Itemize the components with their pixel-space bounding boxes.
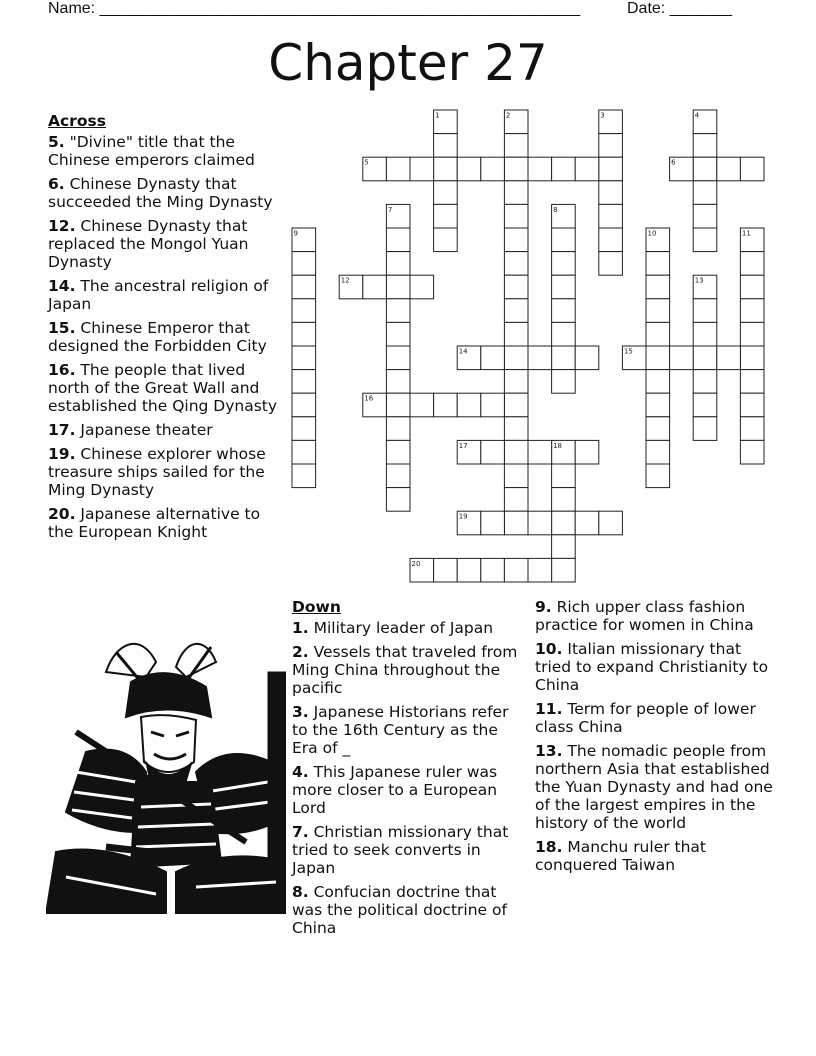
grid-number: 17 bbox=[458, 441, 468, 450]
grid-cell[interactable] bbox=[434, 393, 458, 417]
grid-cell[interactable] bbox=[599, 204, 623, 228]
grid-cell[interactable] bbox=[552, 322, 576, 346]
grid-number: 2 bbox=[505, 111, 511, 120]
down-clue bbox=[535, 838, 775, 874]
down-clues-continued bbox=[535, 598, 775, 880]
grid-cell[interactable] bbox=[292, 393, 316, 417]
grid-cell[interactable] bbox=[410, 157, 434, 181]
grid-cell[interactable] bbox=[504, 417, 528, 441]
clue-text: The ancestral religion of Japan bbox=[48, 277, 269, 313]
clue-text: Confucian doctrine that was the political doctrine of China bbox=[292, 883, 507, 937]
grid-cell[interactable] bbox=[504, 370, 528, 394]
grid-cell[interactable] bbox=[740, 157, 764, 181]
clue-number: 19. bbox=[48, 445, 76, 463]
across-clue bbox=[48, 421, 284, 439]
grid-cell[interactable] bbox=[552, 228, 576, 252]
down-clue bbox=[292, 823, 524, 877]
clue-number: 13. bbox=[535, 742, 563, 760]
grid-cell[interactable] bbox=[504, 252, 528, 276]
grid-cell[interactable] bbox=[481, 393, 505, 417]
grid-cell[interactable] bbox=[504, 346, 528, 370]
grid-cell[interactable] bbox=[670, 346, 694, 370]
grid-cell[interactable] bbox=[552, 464, 576, 488]
grid-cell[interactable] bbox=[292, 252, 316, 276]
grid-cell[interactable] bbox=[386, 440, 410, 464]
date-line[interactable]: Date: _______ bbox=[627, 0, 732, 17]
grid-cell[interactable] bbox=[740, 370, 764, 394]
grid-cell[interactable] bbox=[693, 204, 717, 228]
grid-cell[interactable] bbox=[386, 417, 410, 441]
grid-cell[interactable] bbox=[599, 228, 623, 252]
grid-cell[interactable] bbox=[481, 558, 505, 582]
clue-text: Term for people of lower class China bbox=[535, 700, 756, 736]
grid-cell[interactable] bbox=[410, 393, 434, 417]
grid-number: 16 bbox=[364, 394, 374, 403]
grid-cell[interactable] bbox=[646, 440, 670, 464]
grid-cell[interactable] bbox=[693, 228, 717, 252]
clue-text: Manchu ruler that conquered Taiwan bbox=[535, 838, 707, 874]
grid-cell[interactable] bbox=[552, 370, 576, 394]
grid-number: 6 bbox=[671, 158, 676, 167]
down-clue bbox=[292, 619, 524, 637]
grid-cell[interactable] bbox=[575, 157, 599, 181]
clue-text: Chinese Dynasty that replaced the Mongol Yuan Dynasty bbox=[48, 217, 249, 271]
grid-cell[interactable] bbox=[528, 558, 552, 582]
across-clue bbox=[48, 133, 284, 169]
grid-cell[interactable] bbox=[386, 464, 410, 488]
grid-cell[interactable] bbox=[552, 488, 576, 512]
across-clue bbox=[48, 277, 284, 313]
page-title: Chapter 27 bbox=[268, 34, 548, 92]
grid-cell[interactable] bbox=[693, 370, 717, 394]
samurai-illustration-icon bbox=[46, 632, 286, 914]
grid-cell[interactable] bbox=[693, 346, 717, 370]
grid-cell[interactable] bbox=[575, 511, 599, 535]
down-clue bbox=[292, 703, 524, 757]
grid-number: 15 bbox=[623, 347, 633, 356]
grid-cell[interactable] bbox=[504, 464, 528, 488]
grid-cell[interactable] bbox=[740, 275, 764, 299]
grid-cell[interactable] bbox=[717, 157, 741, 181]
grid-cell[interactable] bbox=[740, 440, 764, 464]
grid-cell[interactable] bbox=[504, 393, 528, 417]
grid-cell[interactable] bbox=[457, 558, 481, 582]
grid-cell[interactable] bbox=[740, 322, 764, 346]
down-clue bbox=[535, 598, 775, 634]
grid-cell[interactable] bbox=[292, 275, 316, 299]
grid-number: 9 bbox=[293, 229, 298, 238]
down-clue bbox=[292, 763, 524, 817]
grid-cell[interactable] bbox=[693, 322, 717, 346]
grid-cell[interactable] bbox=[292, 417, 316, 441]
clue-text: Japanese Historians refer to the 16th Century as the Era of _ bbox=[292, 703, 509, 757]
grid-number: 12 bbox=[340, 276, 350, 285]
clue-text: Chinese Dynasty that succeeded the Ming Dynasty bbox=[48, 175, 273, 211]
grid-cell[interactable] bbox=[599, 252, 623, 276]
grid-cell[interactable] bbox=[504, 322, 528, 346]
clue-text: The people that lived north of the Great Wall and established the Qing Dynasty bbox=[48, 361, 278, 415]
grid-cell[interactable] bbox=[552, 346, 576, 370]
grid-cell[interactable] bbox=[740, 252, 764, 276]
grid-cell[interactable] bbox=[434, 204, 458, 228]
grid-cell[interactable] bbox=[386, 299, 410, 323]
grid-cell[interactable] bbox=[528, 157, 552, 181]
grid-cell[interactable] bbox=[646, 299, 670, 323]
grid-cell[interactable] bbox=[599, 157, 623, 181]
grid-cell[interactable] bbox=[386, 252, 410, 276]
grid-cell[interactable] bbox=[504, 440, 528, 464]
grid-cell[interactable] bbox=[599, 511, 623, 535]
grid-cell[interactable] bbox=[386, 488, 410, 512]
grid-cell[interactable] bbox=[410, 275, 434, 299]
clue-number: 2. bbox=[292, 643, 309, 661]
across-clue bbox=[48, 361, 284, 415]
grid-cell[interactable] bbox=[434, 134, 458, 158]
grid-cell[interactable] bbox=[292, 299, 316, 323]
grid-cell[interactable] bbox=[292, 322, 316, 346]
clue-number: 17. bbox=[48, 421, 76, 439]
grid-cell[interactable] bbox=[528, 511, 552, 535]
grid-cell[interactable] bbox=[599, 181, 623, 205]
grid-cell[interactable] bbox=[693, 417, 717, 441]
grid-cell[interactable] bbox=[740, 299, 764, 323]
grid-number: 20 bbox=[411, 559, 421, 568]
grid-cell[interactable] bbox=[504, 157, 528, 181]
clue-text: "Divine" title that the Chinese emperors claimed bbox=[48, 133, 255, 169]
clue-number: 18. bbox=[535, 838, 563, 856]
grid-cell[interactable] bbox=[504, 511, 528, 535]
grid-cell[interactable] bbox=[740, 393, 764, 417]
grid-cell[interactable] bbox=[386, 228, 410, 252]
grid-cell[interactable] bbox=[646, 393, 670, 417]
clue-number: 6. bbox=[48, 175, 65, 193]
grid-cell[interactable] bbox=[434, 157, 458, 181]
grid-cell[interactable] bbox=[552, 275, 576, 299]
clue-text: Japanese theater bbox=[75, 421, 213, 439]
grid-cell[interactable] bbox=[693, 181, 717, 205]
grid-cell[interactable] bbox=[740, 346, 764, 370]
grid-cell[interactable] bbox=[504, 228, 528, 252]
grid-cell[interactable] bbox=[646, 275, 670, 299]
grid-number: 11 bbox=[741, 229, 751, 238]
grid-cell[interactable] bbox=[646, 417, 670, 441]
grid-cell[interactable] bbox=[552, 558, 576, 582]
across-heading: Across bbox=[48, 112, 106, 130]
across-clue bbox=[48, 217, 284, 271]
clue-number: 10. bbox=[535, 640, 563, 658]
grid-cell[interactable] bbox=[363, 275, 387, 299]
grid-cell[interactable] bbox=[386, 370, 410, 394]
grid-cell[interactable] bbox=[504, 181, 528, 205]
clue-text: Chinese explorer whose treasure ships sailed for the Ming Dynasty bbox=[48, 445, 266, 499]
grid-number: 5 bbox=[364, 158, 369, 167]
grid-cell[interactable] bbox=[693, 299, 717, 323]
grid-cell[interactable] bbox=[552, 535, 576, 559]
clue-number: 11. bbox=[535, 700, 563, 718]
grid-cell[interactable] bbox=[504, 488, 528, 512]
grid-number: 14 bbox=[458, 347, 468, 356]
grid-cell[interactable] bbox=[504, 134, 528, 158]
clue-text: The nomadic people from northern Asia that established the Yuan Dynasty and had one of the largest empires in the history of the world bbox=[535, 742, 773, 832]
down-clue bbox=[535, 700, 775, 736]
grid-cell[interactable] bbox=[292, 464, 316, 488]
grid-cell[interactable] bbox=[434, 558, 458, 582]
grid-cell[interactable] bbox=[717, 346, 741, 370]
grid-cell[interactable] bbox=[552, 157, 576, 181]
grid-cell[interactable] bbox=[292, 440, 316, 464]
clue-number: 14. bbox=[48, 277, 76, 295]
clue-number: 12. bbox=[48, 217, 76, 235]
grid-number: 8 bbox=[553, 205, 558, 214]
clue-text: Vessels that traveled from Ming China throughout the pacific bbox=[292, 643, 518, 697]
across-clue bbox=[48, 175, 284, 211]
grid-number: 18 bbox=[553, 441, 563, 450]
grid-cell[interactable] bbox=[457, 157, 481, 181]
grid-cell[interactable] bbox=[504, 275, 528, 299]
grid-cell[interactable] bbox=[599, 134, 623, 158]
grid-cell[interactable] bbox=[292, 346, 316, 370]
across-clue bbox=[48, 319, 284, 355]
clue-text: Italian missionary that tried to expand Christianity to China bbox=[535, 640, 769, 694]
clue-number: 4. bbox=[292, 763, 309, 781]
grid-cell[interactable] bbox=[693, 134, 717, 158]
clue-text: This Japanese ruler was more closer to a European Lord bbox=[292, 763, 498, 817]
across-clues bbox=[48, 112, 284, 547]
grid-cell[interactable] bbox=[292, 370, 316, 394]
grid-cell[interactable] bbox=[386, 393, 410, 417]
grid-cell[interactable] bbox=[552, 252, 576, 276]
grid-cell[interactable] bbox=[481, 511, 505, 535]
clue-number: 8. bbox=[292, 883, 309, 901]
down-clue bbox=[292, 883, 524, 937]
grid-cell[interactable] bbox=[646, 370, 670, 394]
down-clue bbox=[535, 742, 775, 832]
grid-cell[interactable] bbox=[457, 393, 481, 417]
grid-cell[interactable] bbox=[646, 464, 670, 488]
grid-number: 7 bbox=[387, 205, 393, 214]
grid-cell[interactable] bbox=[646, 322, 670, 346]
clue-number: 15. bbox=[48, 319, 76, 337]
grid-cell[interactable] bbox=[386, 346, 410, 370]
down-heading: Down bbox=[292, 598, 341, 616]
clue-text: Christian missionary that tried to seek converts in Japan bbox=[292, 823, 509, 877]
grid-cell[interactable] bbox=[740, 417, 764, 441]
clue-text: Chinese Emperor that designed the Forbidden City bbox=[48, 319, 267, 355]
down-clue bbox=[292, 643, 524, 697]
clue-text: Japanese alternative to the European Knight bbox=[48, 505, 261, 541]
grid-cell[interactable] bbox=[434, 228, 458, 252]
down-clue bbox=[535, 640, 775, 694]
grid-number: 10 bbox=[647, 229, 657, 238]
clue-number: 1. bbox=[292, 619, 309, 637]
grid-cell[interactable] bbox=[552, 511, 576, 535]
grid-cell[interactable] bbox=[575, 440, 599, 464]
grid-cell[interactable] bbox=[575, 346, 599, 370]
clue-number: 7. bbox=[292, 823, 309, 841]
grid-number: 13 bbox=[694, 276, 704, 285]
clue-number: 20. bbox=[48, 505, 76, 523]
grid-cell[interactable] bbox=[693, 393, 717, 417]
clue-number: 9. bbox=[535, 598, 552, 616]
across-clue bbox=[48, 445, 284, 499]
grid-cell[interactable] bbox=[646, 252, 670, 276]
grid-number: 1 bbox=[435, 111, 440, 120]
grid-cell[interactable] bbox=[386, 157, 410, 181]
grid-cell[interactable] bbox=[504, 558, 528, 582]
across-clue bbox=[48, 505, 284, 541]
grid-cell[interactable] bbox=[504, 299, 528, 323]
grid-cell[interactable] bbox=[552, 299, 576, 323]
clue-number: 16. bbox=[48, 361, 76, 379]
grid-cell[interactable] bbox=[504, 204, 528, 228]
grid-cell[interactable] bbox=[693, 157, 717, 181]
grid-cell[interactable] bbox=[481, 346, 505, 370]
grid-number: 4 bbox=[694, 111, 700, 120]
clue-text: Military leader of Japan bbox=[308, 619, 494, 637]
name-line[interactable]: Name: ______________________________________________________ bbox=[48, 0, 581, 17]
grid-cell[interactable] bbox=[481, 440, 505, 464]
grid-cell[interactable] bbox=[386, 275, 410, 299]
grid-cell[interactable] bbox=[528, 440, 552, 464]
down-clues bbox=[292, 598, 524, 943]
grid-number: 3 bbox=[600, 111, 605, 120]
clue-text: Rich upper class fashion practice for women in China bbox=[535, 598, 754, 634]
grid-number: 19 bbox=[458, 512, 468, 521]
grid-cell[interactable] bbox=[646, 346, 670, 370]
grid-cell[interactable] bbox=[434, 181, 458, 205]
clue-number: 5. bbox=[48, 133, 65, 151]
grid-cell[interactable] bbox=[386, 322, 410, 346]
clue-number: 3. bbox=[292, 703, 309, 721]
grid-cell[interactable] bbox=[481, 157, 505, 181]
grid-cell[interactable] bbox=[528, 346, 552, 370]
